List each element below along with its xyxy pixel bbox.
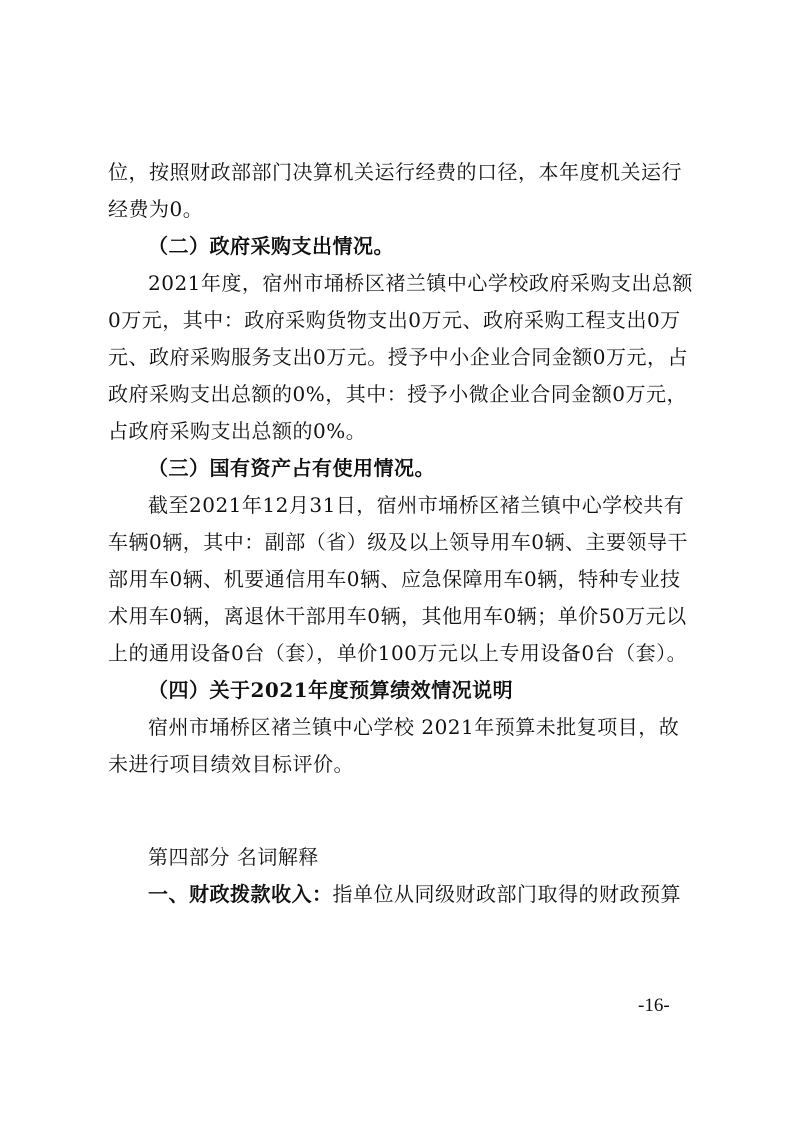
glossary-entry [108, 876, 698, 913]
paragraph-government-procurement: 2021年度，宿州市埇桥区褚兰镇中心学校政府采购支出总额0万元，其中：政府采购货物支出0万元、政府采购工程支出0万元、政府采购服务支出0万元。授予中小企业合同金额0万元，占政府采购支出总额的0%，其中：授予小微企业合同金额0万元，占政府采购支出总额的0%。 [108, 271, 693, 443]
page-number: -16- [638, 995, 670, 1016]
heading-budget-performance: （四）关于2021年度预算绩效情况说明 [148, 678, 514, 702]
paragraph-operating-expenses: 位，按照财政部部门决算机关运行经费的口径，本年度机关运行经费为0。 [108, 160, 682, 221]
heading-government-procurement: （二）政府采购支出情况。 [148, 234, 394, 258]
paragraph-state-assets: 截至2021年12月31日，宿州市埇桥区褚兰镇中心学校共有车辆0辆，其中：副部（省）级及以上领导用车0辆、主要领导干部用车0辆、机要通信用车0辆、应急保障用车0辆，特种专业技术用车0辆，离退休干部用车0辆，其他用车0辆；单价50万元以上的通用设备0台（套），单价100万元以上专用设备0台（套）。 [108, 493, 688, 665]
glossary-term-text: 指单位从同级财政部门取得的财政预算 [332, 882, 681, 906]
glossary-term-label: 一、财政拨款收入： [148, 882, 333, 906]
paragraph-budget-performance: 宿州市埇桥区褚兰镇中心学校 2021年预算未批复项目，故未进行项目绩效目标评价。 [108, 715, 680, 776]
heading-state-assets: （三）国有资产占有使用情况。 [148, 456, 435, 480]
section-title-glossary: 第四部分 名词解释 [148, 845, 319, 869]
page-content [108, 150, 698, 913]
